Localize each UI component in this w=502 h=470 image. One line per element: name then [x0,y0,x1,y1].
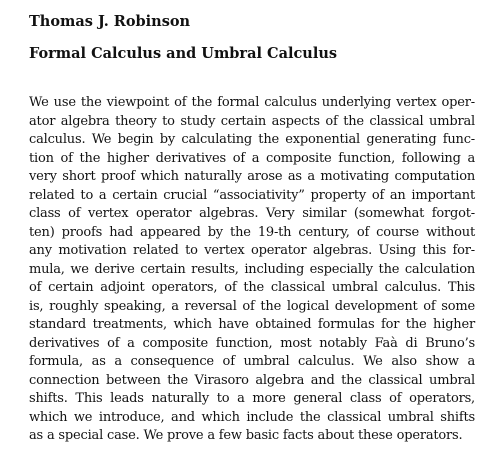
abstract-line: ator algebra theory to study certain aspects of the classical umbral [29,113,475,129]
abstract-line: We use the viewpoint of the formal calculus underlying vertex oper- [29,95,475,110]
abstract-line: derivatives of a composite function, most notably Faà di Bruno’s [29,335,475,351]
abstract-line: standard treatments, which have obtained formulas for the higher [29,317,475,332]
abstract-line: is, roughly speaking, a reversal of the logical development of some [29,298,475,314]
abstract-line: any motivation related to vertex operator algebras. Using this for- [29,243,475,258]
abstract-line: related to a certain crucial “associativity” property of an important [29,187,475,203]
paper-title: Formal Calculus and Umbral Calculus [29,45,338,62]
abstract-line: which we introduce, and which include the classical umbral shifts [29,409,475,425]
abstract-line: formula, as a consequence of umbral calculus. We also show a [29,354,475,369]
abstract-line: mula, we derive certain results, including especially the calculation [29,261,475,277]
abstract-line: of certain adjoint operators, of the classical umbral calculus. This [29,280,475,295]
abstract [29,94,475,446]
abstract-line: calculus. We begin by calculating the exponential generating func- [29,132,475,147]
abstract-line: shifts. This leads naturally to a more general class of operators, [29,391,475,406]
abstract-line: ten) proofs had appeared by the 19-th century, of course without [29,224,475,240]
abstract-line: as a special case. We prove a few basic facts about these operators. [29,428,463,443]
abstract-line: connection between the Virasoro algebra and the classical umbral [29,372,475,388]
abstract-line: very short proof which naturally arose as a motivating computation [29,169,475,184]
abstract-line: tion of the higher derivatives of a composite function, following a [29,150,475,166]
author-name: Thomas J. Robinson [29,13,191,30]
abstract-line: class of vertex operator algebras. Very similar (somewhat forgot- [29,206,475,221]
